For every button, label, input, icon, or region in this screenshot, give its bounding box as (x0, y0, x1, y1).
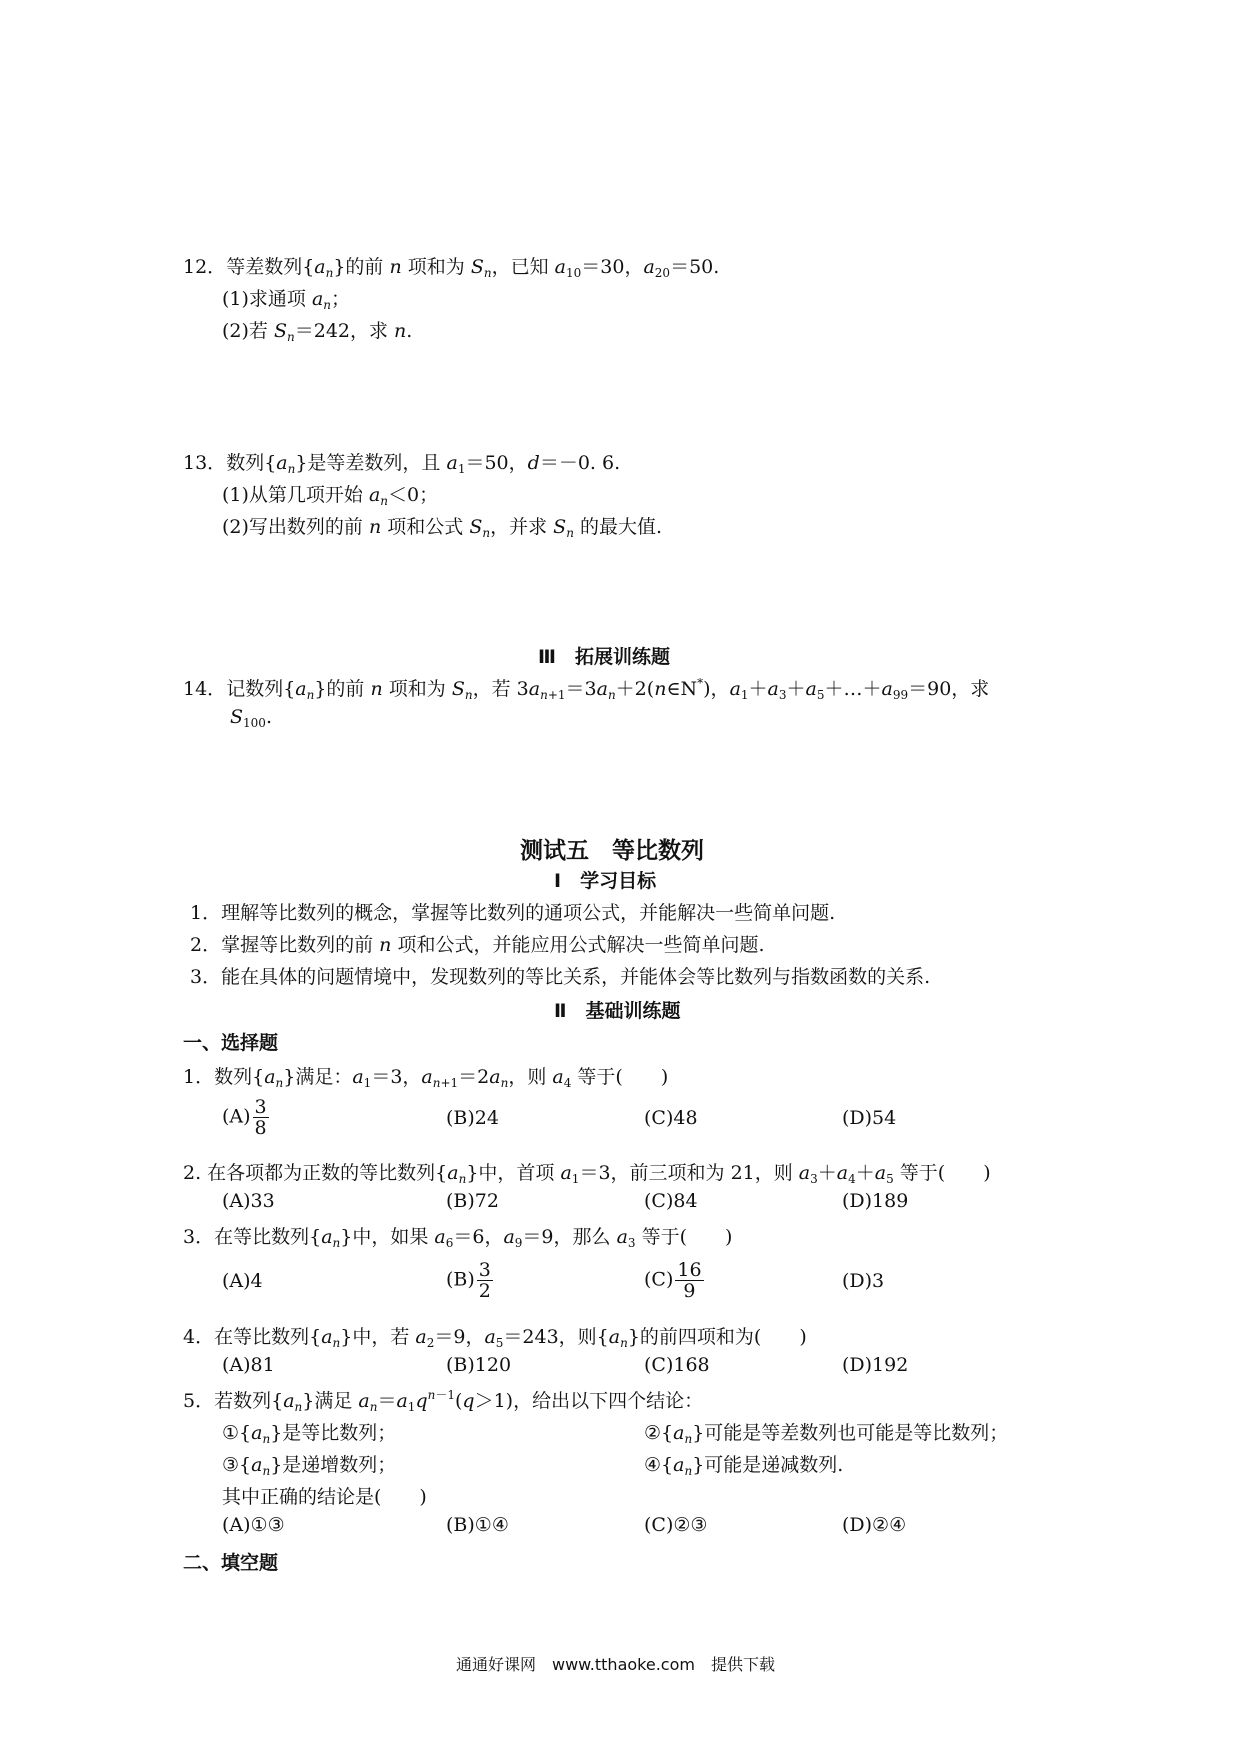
question-13-part-1: (1)从第几项开始 $a_n<0$； (222, 484, 439, 508)
choice-question-3: 3．在等比数列$\{a_n\}$中，如果 $a_6=6$，$a_9=9$，那么 $a_3$ 等于( ) (183, 1226, 733, 1250)
choice-4-option-a[interactable]: (A)81 (222, 1354, 275, 1376)
question-12-part-2: (2)若 $S_n=242$，求 n. (222, 320, 413, 344)
statement-1: $①\{a_n\}$是等比数列； (222, 1422, 397, 1446)
choice-question-1: 1．数列$\{a_n\}$满足：$a_1=3$，$a_{n+1}=2a_n$，则 $a_4$ 等于( ) (183, 1066, 669, 1090)
choice-4-option-c[interactable]: (C)168 (644, 1354, 710, 1376)
choice-question-4: 4．在等比数列$\{a_n\}$中，若 $a_2=9$，$a_5=243$，则$\{a_n\}$的前四项和为( ) (183, 1326, 807, 1350)
choice-3-option-c[interactable]: (C) $\frac{16}{9}$ (644, 1259, 702, 1302)
choice-4-option-d[interactable]: (D)192 (842, 1354, 909, 1376)
part-1-title: 一、选择题 (183, 1032, 279, 1054)
choice-5-option-b[interactable]: (B)①④ (446, 1514, 509, 1536)
question-14-line-2: $S_{100}$. (230, 706, 272, 730)
choice-5-option-d[interactable]: (D)②④ (842, 1514, 907, 1536)
choice-1-option-d[interactable]: (D)54 (842, 1107, 897, 1129)
fraction: $\frac{3}{2}$ (478, 1259, 491, 1302)
goal-3: 3．能在具体的问题情境中，发现数列的等比关系，并能体会等比数列与指数函数的关系. (190, 966, 931, 988)
choice-3-option-b[interactable]: (B) $\frac{3}{2}$ (446, 1259, 491, 1302)
choice-3-option-a[interactable]: (A)4 (222, 1270, 263, 1292)
choice-4-option-b[interactable]: (B)120 (446, 1354, 512, 1376)
question-12: 12．等差数列$\{a_n\}$的前 n 项和为 $S_n$，已知 $a_{10}=30$，$a_{20}=50$. (183, 256, 720, 280)
choice-5-option-a[interactable]: (A)①③ (222, 1514, 285, 1536)
goal-2: 2．掌握等比数列的前 n 项和公式，并能应用公式解决一些简单问题. (190, 934, 765, 956)
question-13-part-2: (2)写出数列的前 n 项和公式 $S_n$，并求 $S_n$ 的最大值. (222, 516, 663, 540)
statement-3: $③\{a_n\}$是递增数列； (222, 1454, 397, 1478)
choice-1-option-a[interactable]: (A) $\frac{3}{8}$ (222, 1096, 267, 1139)
test5-title: 测试五 等比数列 (520, 838, 704, 864)
choice-2-option-d[interactable]: (D)189 (842, 1190, 909, 1212)
choice-3-option-d[interactable]: (D)3 (842, 1270, 885, 1292)
statement-2: $②\{a_n\}$可能是等差数列也可能是等比数列； (644, 1422, 1009, 1446)
choice-2-option-a[interactable]: (A)33 (222, 1190, 275, 1212)
section-1-title: Ⅰ 学习目标 (554, 870, 657, 892)
choice-5-option-c[interactable]: (C)②③ (644, 1514, 708, 1536)
statement-4: $④\{a_n\}$可能是递减数列. (644, 1454, 844, 1478)
question-13: 13．数列$\{a_n\}$是等差数列，且 $a_1=50$，d＝－0. 6. (183, 452, 621, 476)
choice-2-option-c[interactable]: (C)84 (644, 1190, 698, 1212)
section-3-title: Ⅲ 拓展训练题 (538, 646, 670, 668)
choice-5-prompt: 其中正确的结论是( ) (222, 1486, 427, 1508)
choice-1-option-b[interactable]: (B)24 (446, 1107, 499, 1129)
choice-question-2: 2. 在各项都为正数的等比数列$\{a_n\}$中，首项 $a_1=3$，前三项和为 21，则 $a_3+a_4+a_5$ 等于( ) (183, 1162, 991, 1186)
question-14: 14．记数列$\{a_n\}$的前 n 项和为 $S_n$，若 $3a_{n+1}=3a_n+2(n\in N^*)$，$a_1+a_3+a_5+\dots+a_{99}=90$，求 (183, 676, 990, 702)
fraction: $\frac{16}{9}$ (677, 1259, 702, 1302)
fraction: $\frac{3}{8}$ (254, 1096, 267, 1139)
choice-2-option-b[interactable]: (B)72 (446, 1190, 499, 1212)
choice-1-option-c[interactable]: (C)48 (644, 1107, 698, 1129)
goal-1: 1．理解等比数列的概念，掌握等比数列的通项公式，并能解决一些简单问题. (190, 902, 836, 924)
choice-question-5: 5．若数列$\{a_n\}$满足 $a_n=a_1q^{n-1}(q>1)$，给出以下四个结论： (183, 1388, 704, 1414)
section-2-title: Ⅱ 基础训练题 (554, 1000, 681, 1022)
question-12-part-1: (1)求通项 $a_n$； (222, 288, 351, 312)
footer-credit: 通通好课网 www.tthaoke.com 提供下载 (456, 1655, 775, 1674)
part-2-title: 二、填空题 (183, 1552, 279, 1574)
